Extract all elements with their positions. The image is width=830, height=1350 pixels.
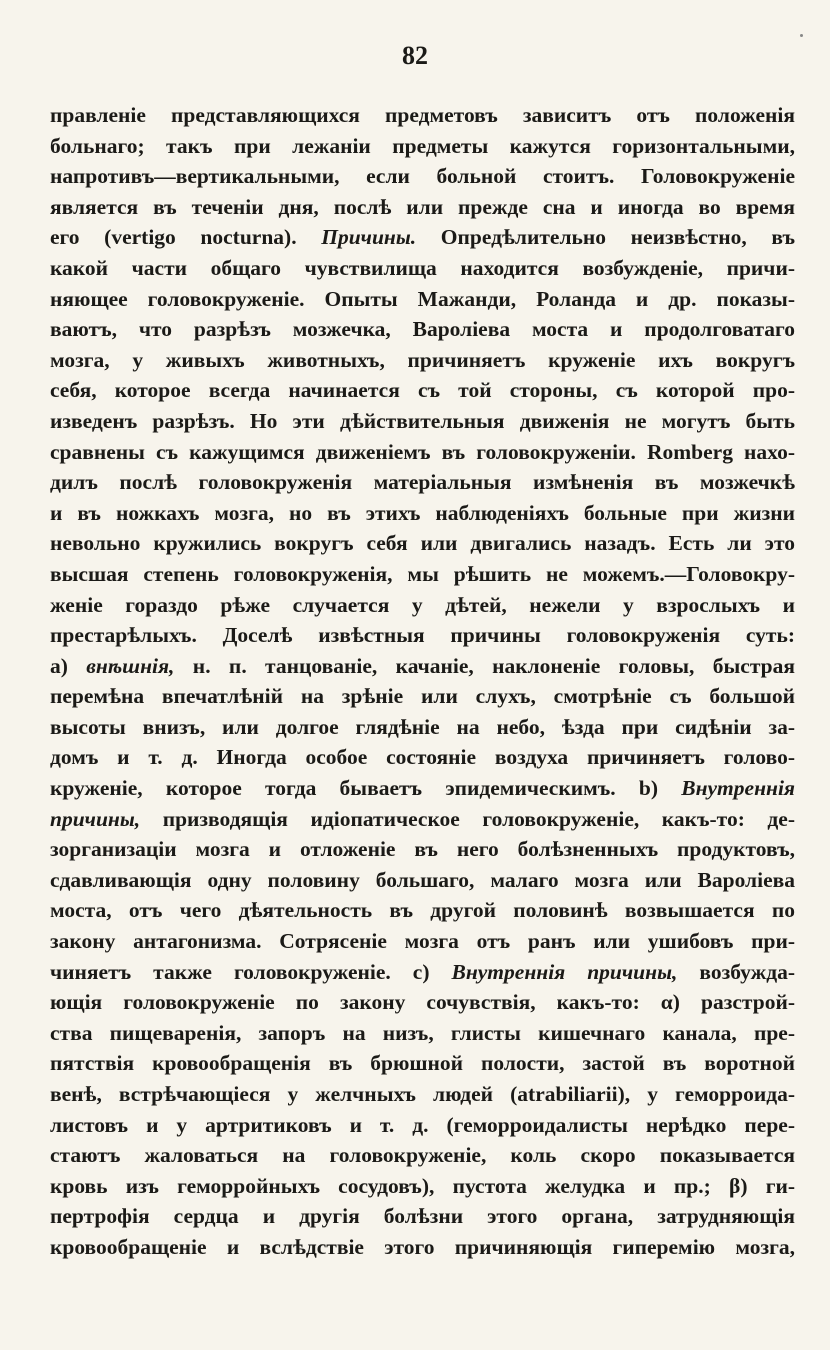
text-line: стаютъ жаловаться на головокруженіе, коль скоро показывается <box>50 1143 795 1168</box>
text-line: является въ теченіи дня, послѣ или прежде сна и иногда во время <box>50 194 795 219</box>
body-text <box>50 100 795 1263</box>
text-line: круженіе, которое тогда бываетъ эпидемическимъ. b) Внутреннія <box>50 776 795 801</box>
text-line: мозга, у живыхъ животныхъ, причиняетъ круженіе ихъ вокругъ <box>50 347 795 372</box>
paper-speck <box>800 34 803 37</box>
text-line: какой части общаго чувствилища находится возбужденіе, причи- <box>50 255 795 280</box>
text-line: дилъ послѣ головокруженія матеріальныя измѣненія въ мозжечкѣ <box>50 470 795 495</box>
text-line: закону антагонизма. Сотрясеніе мозга отъ ранъ или ушибовъ при- <box>50 929 795 954</box>
text-line: невольно кружились вокругъ себя или двигались назадъ. Есть ли это <box>50 531 795 556</box>
text-line: ства пищеваренія, запоръ на низъ, глисты кишечнаго канала, пре- <box>50 1020 795 1045</box>
text-line: престарѣлыхъ. Доселѣ извѣстныя причины головокруженія суть: <box>50 623 795 648</box>
text-line: изведенъ разрѣзъ. Но эти дѣйствительныя движенія не могутъ быть <box>50 408 795 433</box>
text-line: листовъ и у артритиковъ и т. д. (геморроидалисты нерѣдко пере- <box>50 1112 795 1137</box>
text-line: ющія головокруженіе по закону сочувствія, какъ-то: α) разстрой- <box>50 990 795 1015</box>
text-line: зорганизаціи мозга и отложеніе въ него болѣзненныхъ продуктовъ, <box>50 837 795 862</box>
text-line: кровообращеніе и вслѣдствіе этого причиняющія гиперемію мозга, <box>50 1234 795 1259</box>
text-line: сдавливающія одну половину большаго, малаго мозга или Вароліева <box>50 867 795 892</box>
text-line: кровь изъ геморройныхъ сосудовъ), пустота желудка и пр.; β) ги- <box>50 1173 795 1198</box>
text-line: его (vertigo nocturna). Причины. Опредѣлительно неизвѣстно, въ <box>50 225 795 250</box>
text-line: правленіе представляющихся предметовъ зависитъ отъ положенія <box>50 103 795 127</box>
text-line: моста, отъ чего дѣятельность въ другой половинѣ возвышается по <box>50 898 795 923</box>
text-line: высоты внизъ, или долгое глядѣніе на небо, ѣзда при сидѣніи за- <box>50 714 795 739</box>
text-line: и въ ножкахъ мозга, но въ этихъ наблюденіяхъ больные при жизни <box>50 500 795 525</box>
text-line: женіе гораздо рѣже случается у дѣтей, нежели у взрослыхъ и <box>50 592 795 617</box>
text-line: няющее головокруженіе. Опыты Мажанди, Роланда и др. показы- <box>50 286 795 311</box>
text-line: венѣ, встрѣчающіеся у желчныхъ людей (atrabiliarii), у геморроида- <box>50 1082 795 1106</box>
text-line: чиняетъ также головокруженіе. c) Внутреннія причины, возбужда- <box>50 959 795 984</box>
text-line: a) внѣшнія, н. п. танцованіе, качаніе, наклоненіе головы, быстрая <box>50 653 795 678</box>
text-line: себя, которое всегда начинается съ той стороны, съ которой про- <box>50 378 795 403</box>
text-line: больнаго; такъ при лежаніи предметы кажутся горизонтальными, <box>50 133 795 158</box>
text-line: ваютъ, что разрѣзъ мозжечка, Вароліева моста и продолговатаго <box>50 317 795 342</box>
text-line: перемѣна впечатлѣній на зрѣніе или слухъ, смотрѣніе съ большой <box>50 684 795 709</box>
text-line: домъ и т. д. Иногда особое состояніе воздуха причиняетъ голово- <box>50 745 795 770</box>
page-number: 82 <box>402 41 428 70</box>
text-line: сравнены съ кажущимся движеніемъ въ головокруженіи. Romberg нахо- <box>50 439 795 464</box>
text-line: причины, призводящія идіопатическое головокруженіе, какъ-то: де- <box>50 806 795 831</box>
text-line: высшая степень головокруженія, мы рѣшить не можемъ.—Головокру- <box>50 561 795 586</box>
text-line: пятствія кровообращенія въ брюшной полости, застой въ воротной <box>50 1051 795 1076</box>
text-line: напротивъ—вертикальными, если больной стоитъ. Головокруженіе <box>50 164 795 189</box>
text-line: пертрофія сердца и другія болѣзни этого органа, затрудняющія <box>50 1204 795 1229</box>
